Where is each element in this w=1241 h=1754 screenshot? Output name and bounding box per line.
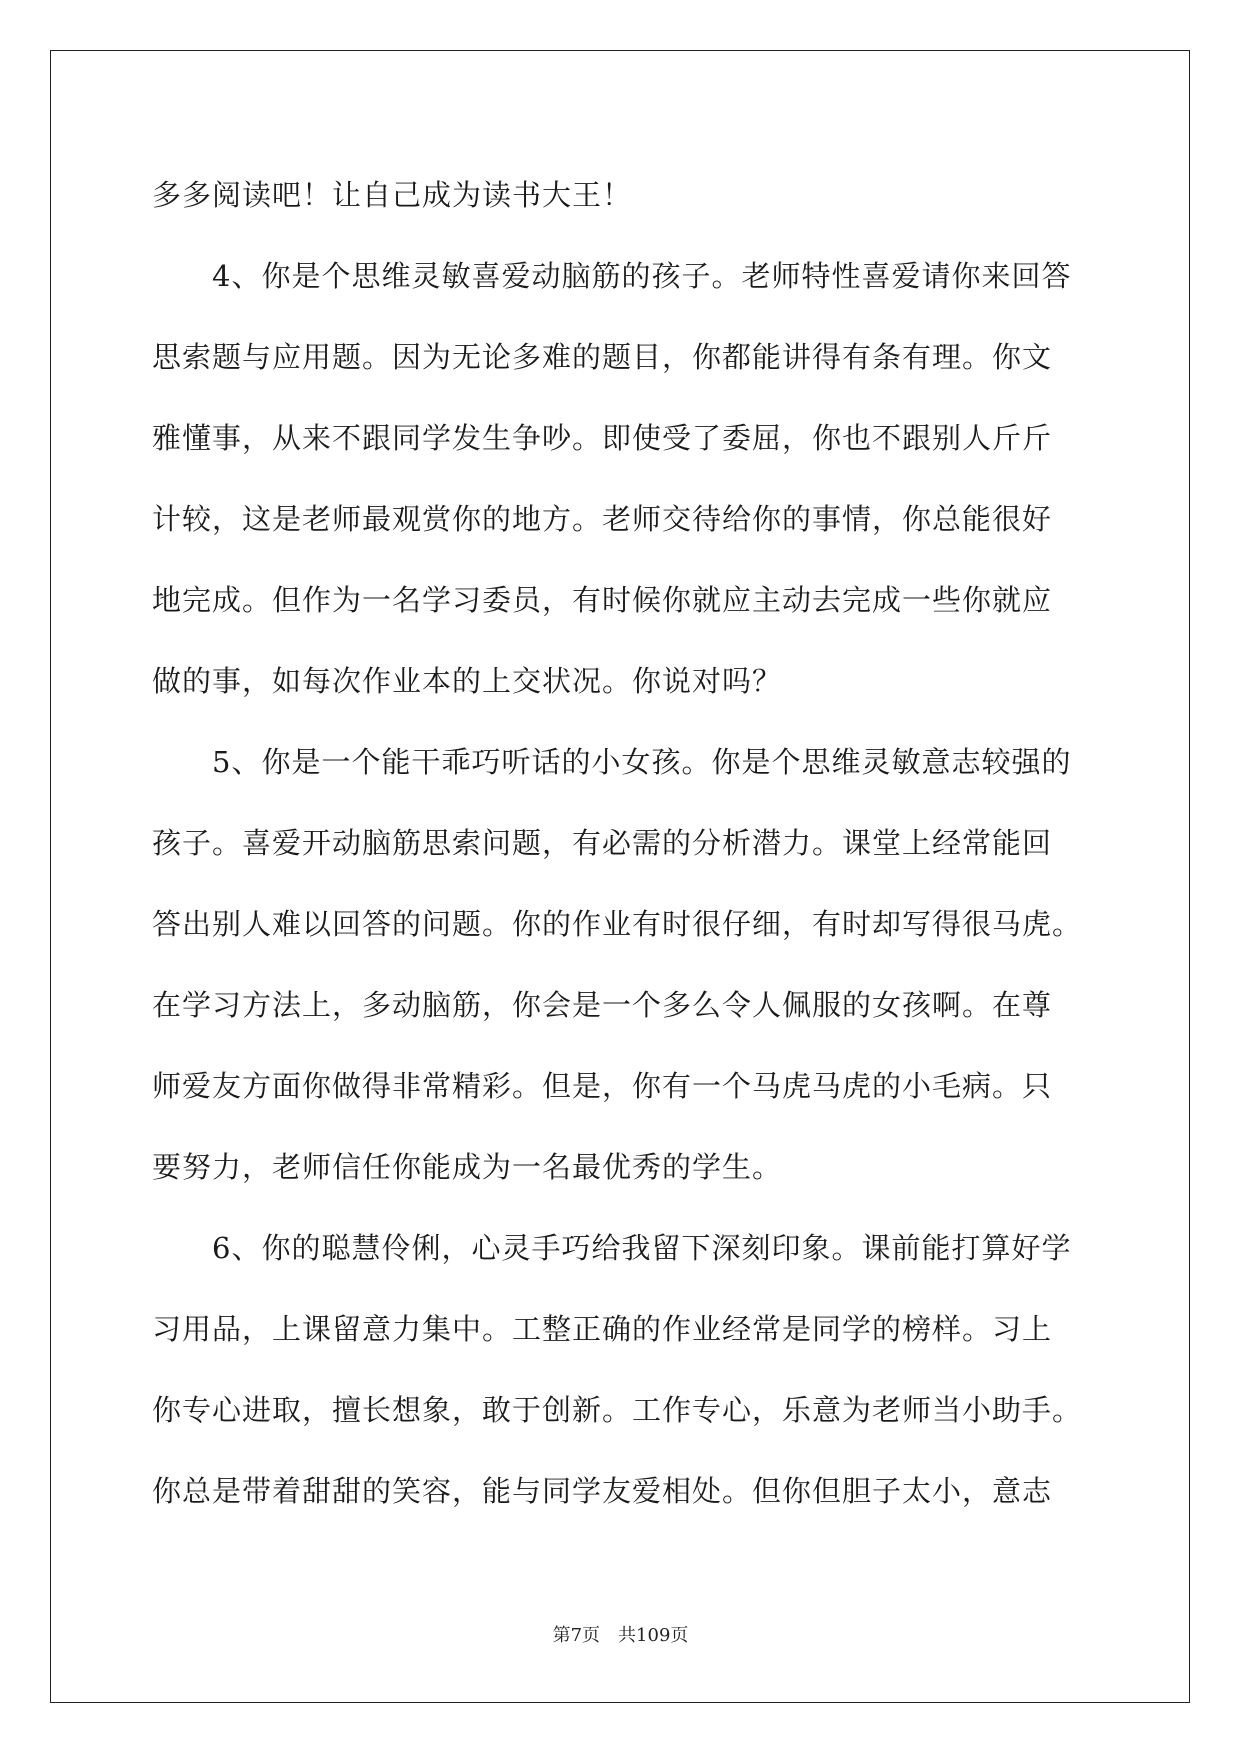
text-line: 5、你是一个能干乖巧听话的小女孩。你是个思维灵敏意志较强的 [152,745,1072,779]
document-body [152,155,1092,1532]
text-line: 要努力，老师信任你能成为一名最优秀的学生。 [152,1150,783,1184]
text-line: 地完成。但作为一名学习委员，有时候你就应主动去完成一些你就应 [152,583,1053,617]
text-line: 答出别人难以回答的问题。你的作业有时很仔细，有时却写得很马虎。 [152,907,1083,941]
text-line: 你总是带着甜甜的笑容，能与同学友爱相处。但你但胆子太小，意志 [152,1474,1053,1508]
text-line: 习用品，上课留意力集中。工整正确的作业经常是同学的榜样。习上 [152,1312,1053,1346]
text-line: 在学习方法上，多动脑筋，你会是一个多么令人佩服的女孩啊。在尊 [152,988,1053,1022]
text-line: 计较，这是老师最观赏你的地方。老师交待给你的事情，你总能很好 [152,502,1053,536]
text-line: 思索题与应用题。因为无论多难的题目，你都能讲得有条有理。你文 [152,340,1053,374]
text-line: 6、你的聪慧伶俐，心灵手巧给我留下深刻印象。课前能打算好学 [152,1231,1072,1265]
text-line: 孩子。喜爱开动脑筋思索问题，有必需的分析潜力。课堂上经常能回 [152,826,1053,860]
text-line: 多多阅读吧！让自己成为读书大王！ [152,178,633,212]
page-footer [0,1621,1241,1647]
text-line: 4、你是个思维灵敏喜爱动脑筋的孩子。老师特性喜爱请你来回答 [152,259,1072,293]
text-line: 做的事，如每次作业本的上交状况。你说对吗？ [152,664,783,698]
text-line: 你专心进取，擅长想象，敢于创新。工作专心，乐意为老师当小助手。 [152,1393,1083,1427]
text-line: 雅懂事，从来不跟同学发生争吵。即使受了委屈，你也不跟别人斤斤 [152,421,1053,455]
page-number-label: 第7页 共109页 [552,1625,689,1646]
text-line: 师爱友方面你做得非常精彩。但是，你有一个马虎马虎的小毛病。只 [152,1069,1053,1103]
